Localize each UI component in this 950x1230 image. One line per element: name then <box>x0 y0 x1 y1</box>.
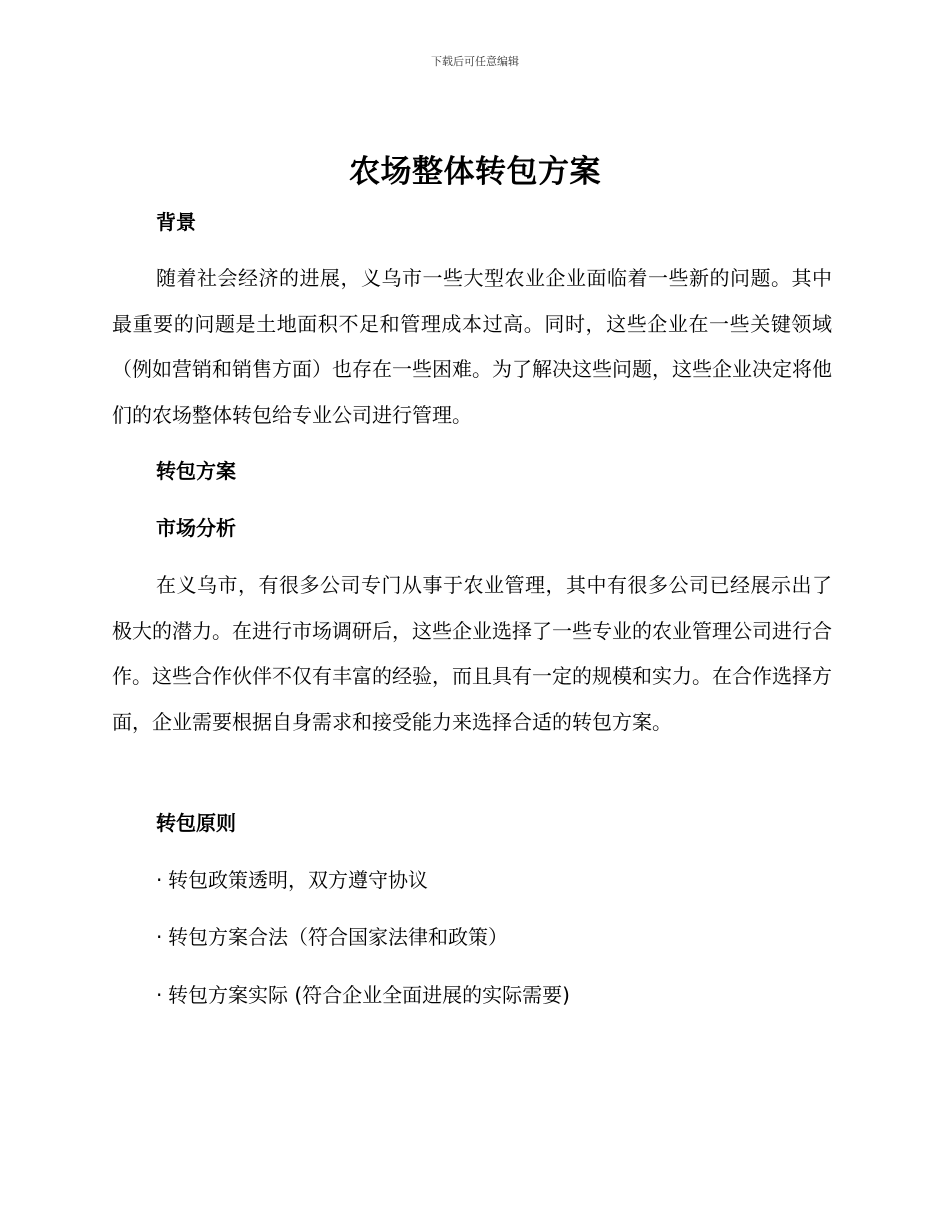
page-header: 下载后可任意编辑 <box>431 55 519 68</box>
bullet-marker: · <box>156 983 163 1007</box>
list-item-text: 转包政策透明，双方遵守协议 <box>168 868 428 892</box>
paragraph-market-analysis: 在义乌市，有很多公司专门从事于农业管理，其中有很多公司已经展示出了极大的潜力。在进行市场调研后，这些企业选择了一些专业的农业管理公司进行合作。这些合作伙伴不仅有丰富的经验，而且具有一定的规模和实力。在合作选择方面，企业需要根据自身需求和接受能力来选择合适的转包方案。 <box>112 573 832 734</box>
heading-plan: 转包方案 <box>156 459 236 483</box>
heading-background: 背景 <box>156 210 196 234</box>
document-title: 农场整体转包方案 <box>349 154 601 190</box>
list-item-text: 转包方案实际 (符合企业全面进展的实际需要) <box>168 983 570 1007</box>
list-item <box>156 923 508 951</box>
paragraph-background: 随着社会经济的进展，义乌市一些大型农业企业面临着一些新的问题。其中最重要的问题是土地面积不足和管理成本过高。同时，这些企业在一些关键领域（例如营销和销售方面）也存在一些困难。为了解决这些问题，这些企业决定将他们的农场整体转包给专业公司进行管理。 <box>112 266 832 427</box>
bullet-marker: · <box>156 868 163 892</box>
heading-principles: 转包原则 <box>156 811 236 835</box>
heading-market-analysis: 市场分析 <box>156 516 236 540</box>
list-item-text: 转包方案合法（符合国家法律和政策） <box>168 925 508 949</box>
bullet-marker: · <box>156 925 163 949</box>
list-item <box>156 981 570 1009</box>
list-item <box>156 866 428 894</box>
